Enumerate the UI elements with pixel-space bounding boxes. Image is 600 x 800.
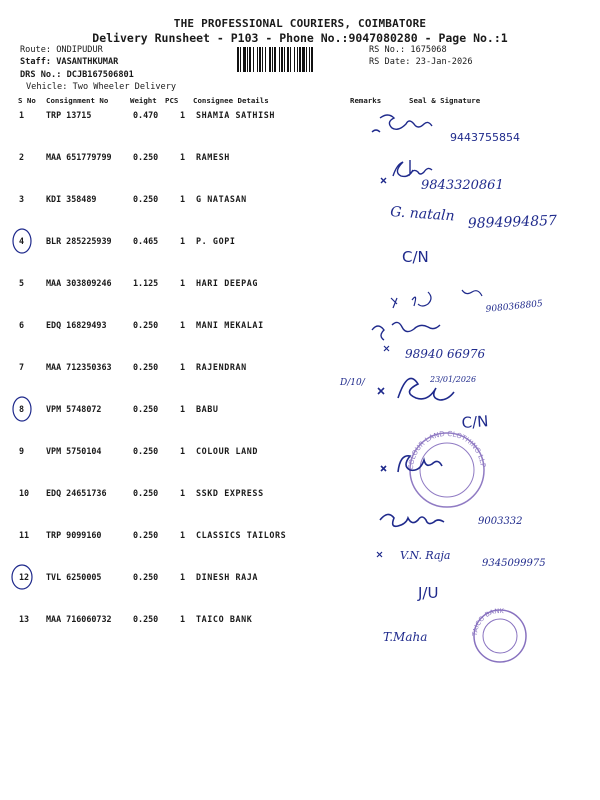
barcode-bar	[237, 47, 239, 72]
pieces-count: 1	[180, 488, 186, 498]
weight-value: 0.250	[133, 320, 159, 330]
consignee-name: COLOUR LAND	[196, 446, 259, 456]
barcode-bar	[259, 47, 261, 72]
phone-row11: 9003332	[478, 516, 523, 527]
rs-date-value: 23-Jan-2026	[415, 57, 473, 67]
stamp-taico-text: TAICO BANK	[470, 606, 505, 637]
staff-value: VASANTHKUMAR	[56, 57, 119, 67]
consignment-number: TRP 13715	[46, 110, 92, 120]
barcode-bar	[243, 47, 246, 72]
table-row	[0, 278, 600, 320]
phone-row3: 9894994857	[467, 212, 558, 232]
consignee-name: MANI MEKALAI	[196, 320, 264, 330]
vehicle-value: Two Wheeler Delivery	[72, 82, 177, 92]
barcode-bar	[265, 47, 266, 72]
pieces-count: 1	[180, 362, 186, 372]
company-title: THE PROFESSIONAL COURIERS, COIMBATORE	[173, 17, 427, 30]
weight-value: 0.250	[133, 404, 159, 414]
consignment-number: MAA 303809246	[46, 278, 112, 288]
note-row7: D/10/	[340, 378, 365, 388]
table-row	[0, 572, 600, 614]
rs-no-value: 1675068	[410, 45, 447, 55]
barcode-bar	[309, 47, 310, 72]
consignment-number: VPM 5748072	[46, 404, 102, 414]
signature-row3: G. nataln	[389, 204, 456, 225]
pieces-count: 1	[180, 404, 186, 414]
barcode-bar	[281, 47, 283, 72]
note-row4: C/N	[402, 248, 429, 266]
serial-number: 7	[19, 362, 25, 372]
serial-number: 13	[19, 614, 30, 624]
consignment-number: MAA 651779799	[46, 152, 112, 162]
drs-value: DCJB167506801	[66, 70, 134, 80]
route-value: ONDIPUDUR	[56, 45, 103, 55]
signature-row13: T.Maha	[383, 630, 428, 644]
pieces-count: 1	[180, 446, 186, 456]
rs-date-line	[369, 57, 473, 67]
consignee-name: CLASSICS TAILORS	[196, 530, 287, 540]
weight-value: 0.250	[133, 614, 159, 624]
serial-number: 4	[19, 236, 25, 246]
consignment-number: EDQ 24651736	[46, 488, 107, 498]
table-row	[0, 530, 600, 572]
barcode-bar	[262, 47, 263, 72]
barcode-bar	[274, 47, 276, 72]
table-row	[0, 614, 600, 656]
phone-row12: 9345099975	[482, 558, 546, 569]
barcode-bar	[249, 47, 251, 72]
consignee-name: RAMESH	[196, 152, 230, 162]
serial-number: 5	[19, 278, 25, 288]
serial-number: 8	[19, 404, 25, 414]
serial-number: 9	[19, 446, 25, 456]
barcode-bar	[247, 47, 248, 72]
drs-line	[20, 70, 134, 80]
consignment-number: TVL 6250005	[46, 572, 102, 582]
consignee-name: TAICO BANK	[196, 614, 253, 624]
date-row7: 23/01/2026	[430, 375, 477, 384]
consignment-number: VPM 5750104	[46, 446, 102, 456]
col-consignment: Consignment No	[46, 96, 109, 105]
barcode-bar	[311, 47, 313, 72]
pieces-count: 1	[180, 194, 186, 204]
weight-value: 0.250	[133, 488, 159, 498]
route-label: Route:	[20, 45, 52, 55]
table-row	[0, 446, 600, 488]
barcode-bar	[279, 47, 280, 72]
drs-label: DRS No.:	[20, 70, 62, 80]
staff-label: Staff:	[20, 57, 52, 67]
col-consignee: Consignee Details	[193, 96, 269, 105]
vehicle-label: Vehicle:	[26, 82, 68, 92]
pieces-count: 1	[180, 110, 186, 120]
consignee-name: BABU	[196, 404, 219, 414]
route-line	[20, 45, 103, 55]
phone-row6: 98940 66976	[405, 347, 486, 361]
weight-value: 0.250	[133, 572, 159, 582]
barcode-bar	[297, 47, 298, 72]
weight-value: 0.470	[133, 110, 159, 120]
col-weight: Weight	[130, 96, 157, 105]
phone-row2: 9843320861	[421, 178, 504, 193]
table-row	[0, 362, 600, 404]
weight-value: 0.250	[133, 362, 159, 372]
consignee-name: P. GOPI	[196, 236, 236, 246]
barcode-bar	[257, 47, 258, 72]
stamp-colour-land-text: COLOUR LAND CLOTHING LLP	[406, 429, 487, 471]
pieces-count: 1	[180, 320, 186, 330]
consignee-name: DINESH RAJA	[196, 572, 259, 582]
vehicle-line	[26, 82, 176, 92]
barcode-bar	[287, 47, 289, 72]
barcode	[236, 47, 364, 72]
col-seal-signature: Seal & Signature	[409, 96, 481, 105]
consignment-number: TRP 9099160	[46, 530, 102, 540]
pieces-count: 1	[180, 614, 186, 624]
barcode-bar	[253, 47, 254, 72]
barcode-bar	[290, 47, 291, 72]
consignment-number: BLR 285225939	[46, 236, 112, 246]
weight-value: 0.250	[133, 446, 159, 456]
serial-number: 1	[19, 110, 25, 120]
serial-number: 6	[19, 320, 25, 330]
phone-row1: 9443755854	[450, 131, 520, 144]
pieces-count: 1	[180, 236, 186, 246]
note-row12: J/U	[418, 584, 439, 602]
barcode-bar	[299, 47, 301, 72]
table-row	[0, 194, 600, 236]
table-row	[0, 110, 600, 152]
pieces-count: 1	[180, 572, 186, 582]
barcode-bar	[272, 47, 273, 72]
weight-value: 0.250	[133, 152, 159, 162]
consignee-name: HARI DEEPAG	[196, 278, 259, 288]
barcode-bar	[269, 47, 271, 72]
rs-date-label: RS Date:	[369, 57, 411, 67]
col-sno: S No	[18, 96, 36, 105]
pieces-count: 1	[180, 152, 186, 162]
serial-number: 3	[19, 194, 25, 204]
serial-number: 11	[19, 530, 30, 540]
pieces-count: 1	[180, 278, 186, 288]
serial-number: 12	[19, 572, 30, 582]
serial-number: 2	[19, 152, 25, 162]
consignment-number: KDI 358489	[46, 194, 97, 204]
barcode-bar	[284, 47, 285, 72]
phone-row5: 9080368805	[485, 299, 544, 315]
consignment-number: MAA 716060732	[46, 614, 112, 624]
table-row	[0, 320, 600, 362]
weight-value: 0.465	[133, 236, 159, 246]
weight-value: 1.125	[133, 278, 159, 288]
barcode-bar	[302, 47, 305, 72]
signature-row12: V.N. Raja	[400, 549, 451, 562]
consignee-name: G NATASAN	[196, 194, 247, 204]
rs-no-label: RS No.:	[369, 45, 406, 55]
consignee-name: RAJENDRAN	[196, 362, 247, 372]
consignee-name: SSKD EXPRESS	[196, 488, 264, 498]
table-row	[0, 236, 600, 278]
table-row	[0, 152, 600, 194]
col-pcs: PCS	[165, 96, 179, 105]
staff-line	[20, 57, 118, 67]
barcode-bar	[240, 47, 241, 72]
barcode-bar	[306, 47, 307, 72]
col-remarks: Remarks	[350, 96, 382, 105]
note-row8: C/N	[461, 412, 489, 432]
table-row	[0, 404, 600, 446]
weight-value: 0.250	[133, 194, 159, 204]
barcode-bar	[294, 47, 295, 72]
serial-number: 10	[19, 488, 30, 498]
table-row	[0, 488, 600, 530]
runsheet-subtitle: Delivery Runsheet - P103 - Phone No.:9047080280 - Page No.:1	[92, 31, 508, 45]
consignment-number: MAA 712350363	[46, 362, 112, 372]
consignment-number: EDQ 16829493	[46, 320, 107, 330]
pieces-count: 1	[180, 530, 186, 540]
rs-no-line	[369, 45, 447, 55]
consignee-name: SHAMIA SATHISH	[196, 110, 275, 120]
weight-value: 0.250	[133, 530, 159, 540]
